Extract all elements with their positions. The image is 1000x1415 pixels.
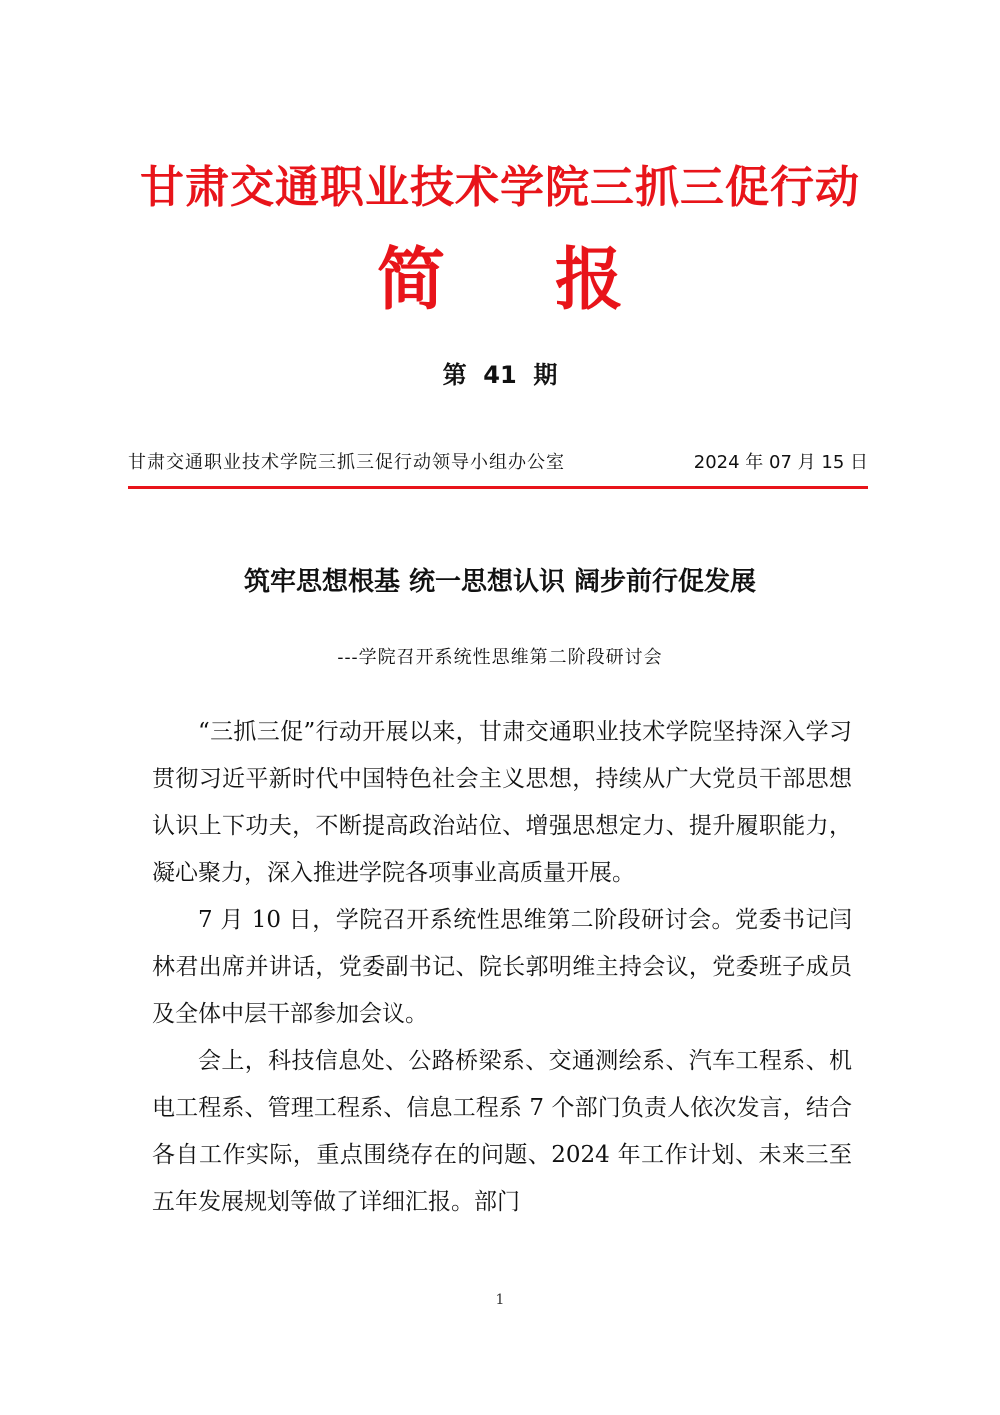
masthead-subtitle-char-1: 简 [376,240,445,320]
page-number: 1 [495,1292,505,1308]
article-subheadline: ---学院召开系统性思维第二阶段研讨会 [337,647,663,668]
issue-number: 第 41 期 [442,361,558,389]
article-body [152,709,852,1226]
masthead-subtitle [0,238,1000,322]
issue-date: 2024 年 07 月 15 日 [693,452,868,473]
issuer-organization: 甘肃交通职业技术学院三抓三促行动领导小组办公室 [128,452,565,473]
masthead-title: 甘肃交通职业技术学院三抓三促行动 [140,162,860,213]
body-paragraph: 会上，科技信息处、公路桥梁系、交通测绘系、汽车工程系、机电工程系、管理工程系、信息工程系 7 个部门负责人依次发言，结合各自工作实际，重点围绕存在的问题、2024 年工作计划、未来三至五年发展规划等做了详细汇报。部门 [152,1048,852,1215]
masthead-divider [128,486,868,489]
body-paragraph: “三抓三促”行动开展以来，甘肃交通职业技术学院坚持深入学习贯彻习近平新时代中国特色社会主义思想，持续从广大党员干部思想认识上下功夫，不断提高政治站位、增强思想定力、提升履职能力，凝心聚力，深入推进学院各项事业高质量开展。 [152,719,852,886]
article-headline: 筑牢思想根基 统一思想认识 阔步前行促发展 [243,567,757,597]
body-paragraph: 7 月 10 日，学院召开系统性思维第二阶段研讨会。党委书记闫林君出席并讲话，党委副书记、院长郭明维主持会议，党委班子成员及全体中层干部参加会议。 [152,907,852,1027]
issuer-line [128,448,868,478]
masthead-subtitle-char-2: 报 [555,240,624,320]
